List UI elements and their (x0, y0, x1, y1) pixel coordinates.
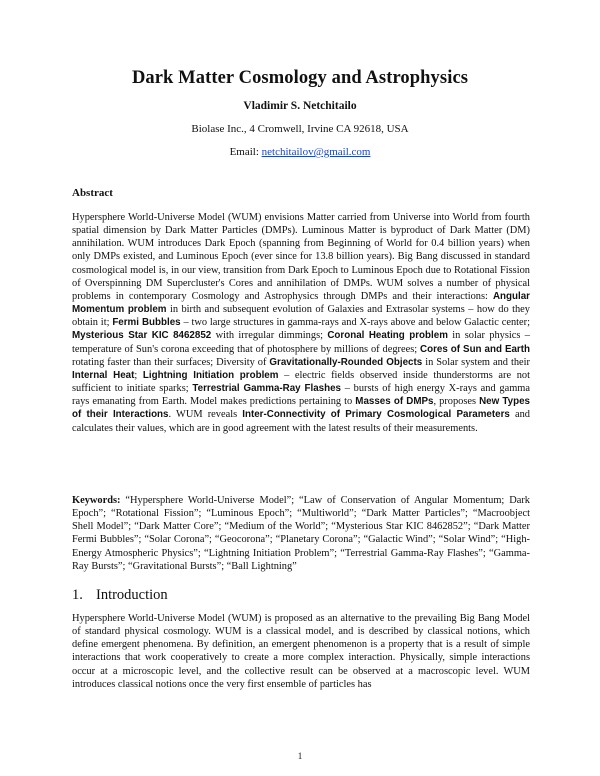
abstract-segment: – bursts of high energy X-rays and gamma rays emanating from Earth. Model makes predictions pertaining to (72, 383, 530, 408)
keywords-list: “Hypersphere World-Universe Model”; “Law of Conservation of Angular Momentum; Dark Epoch”; “Rotational Fission”; “Luminous Epoch”; “Multiworld”; “Dark Matter Particles”; “Macroobject Shell Model”; “Dark Matter Core”; “Medium of the World”; “Mysterious Star KIC 8462852”; “Dark Matter Fermi Bubbles”; “Solar Corona”; “Geocorona”; “Planetary Corona”; “Galactic Wind”; “Solar Wind”; “High-Energy Atmospheric Physics”; “Lightning Initiation Problem”; “Terrestrial Gamma-Ray Flashes”; “Gamma-Ray Bursts”; “Gravitational Bursts”; “Ball Lightning” (72, 495, 530, 572)
keywords-label: Keywords: (72, 495, 121, 506)
email-label: Email: (229, 146, 259, 158)
abstract-highlight: Gravitationally-Rounded Objects (269, 356, 423, 368)
keywords-paragraph (72, 494, 530, 573)
abstract-segment: with irregular dimmings; (211, 330, 328, 342)
abstract-segment: Hypersphere World-Universe Model (WUM) envisions Matter carried from Universe into World from fourth spatial dimension by Dark Matter Particles (DMPs). Luminous Matter is byproduct of Dark Matter (DM) annihilation. WUM introduces Dark Epoch (spanning from Beginning of World for 0.4 billion years) when only DMPs existed, and Luminous Epoch (ever since for 13.8 billion years). Big Bang discussed in standard cosmological model is, in our view, transition from Dark Epoch to Luminous Epoch due to Rotational Fission of Overspinning DM Supercluster's Cores and annihilation of DMPs. WUM solves a number of physical problems in contemporary Cosmology and Astrophysics through DMPs and their interactions: (72, 212, 530, 302)
abstract-heading: Abstract (72, 187, 113, 199)
abstract-segment: . WUM reveals (168, 409, 243, 421)
abstract-segment: ; (134, 369, 143, 381)
abstract-highlight: Masses of DMPs (355, 396, 434, 408)
abstract-segment: in birth and subsequent evolution of Galaxies and Extrasolar systems – how do they obtain it; (72, 304, 530, 329)
paper-title: Dark Matter Cosmology and Astrophysics (131, 68, 469, 88)
abstract-text (72, 211, 530, 435)
abstract-segment: rotating faster than their surfaces; Diversity of (72, 356, 270, 368)
abstract-segment: – electric fields observed inside thunderstorms are not sufficient to initiate sparks; (72, 369, 530, 395)
author-email-line (0, 146, 600, 158)
abstract-highlight: Coronal Heating problem (327, 330, 448, 342)
section-heading (72, 587, 168, 604)
abstract-highlight: New Types of their Interactions (72, 396, 531, 421)
page-number: 1 (297, 751, 303, 761)
section-number: 1. (72, 587, 83, 603)
abstract-segment: in Solar system and their (422, 356, 531, 368)
abstract-highlight: Inter-Connectivity of Primary Cosmological Parameters (242, 409, 510, 421)
introduction-text: Hypersphere World-Universe Model (WUM) is proposed as an alternative to the prevailing Big Bang Model of standard physical cosmology. WUM is a classical model, and is described by classical notions, which define emergent phenomena. By definition, an emergent phenomenon is a property that is a result of simple interactions that work cooperatively to create a more complex interaction. Physically, simple interactions occur at a microscopic level, and the collective result can be observed at a macroscopic level. WUM introduces classical notions once the very first ensemble of particles has (72, 613, 530, 690)
abstract-highlight: Internal Heat (72, 369, 135, 381)
author-affiliation: Biolase Inc., 4 Cromwell, Irvine CA 92618, USA (191, 123, 409, 135)
abstract-highlight: Cores of Sun and Earth (420, 343, 530, 355)
abstract-segment: and calculates their values, which are in good agreement with the latest results of their measurements. (72, 409, 530, 434)
abstract-segment: – two large structures in gamma-rays and X-rays above and below Galactic center; (180, 317, 531, 329)
section-title: Introduction (96, 587, 168, 603)
email-link[interactable]: netchitailov@gmail.com (261, 146, 371, 158)
abstract-segment: in solar physics – temperature of Sun's corona exceeding that of photosphere by millions of degrees; (72, 330, 530, 355)
author-name: Vladimir S. Netchitailo (243, 100, 357, 112)
abstract-highlight: Angular Momentum problem (72, 290, 530, 316)
abstract-highlight: Terrestrial Gamma-Ray Flashes (192, 383, 341, 395)
abstract-highlight: Fermi Bubbles (112, 317, 181, 329)
abstract-segment: , proposes (433, 396, 480, 408)
abstract-highlight: Lightning Initiation problem (142, 369, 279, 381)
abstract-highlight: Mysterious Star KIC 8462852 (72, 330, 212, 342)
